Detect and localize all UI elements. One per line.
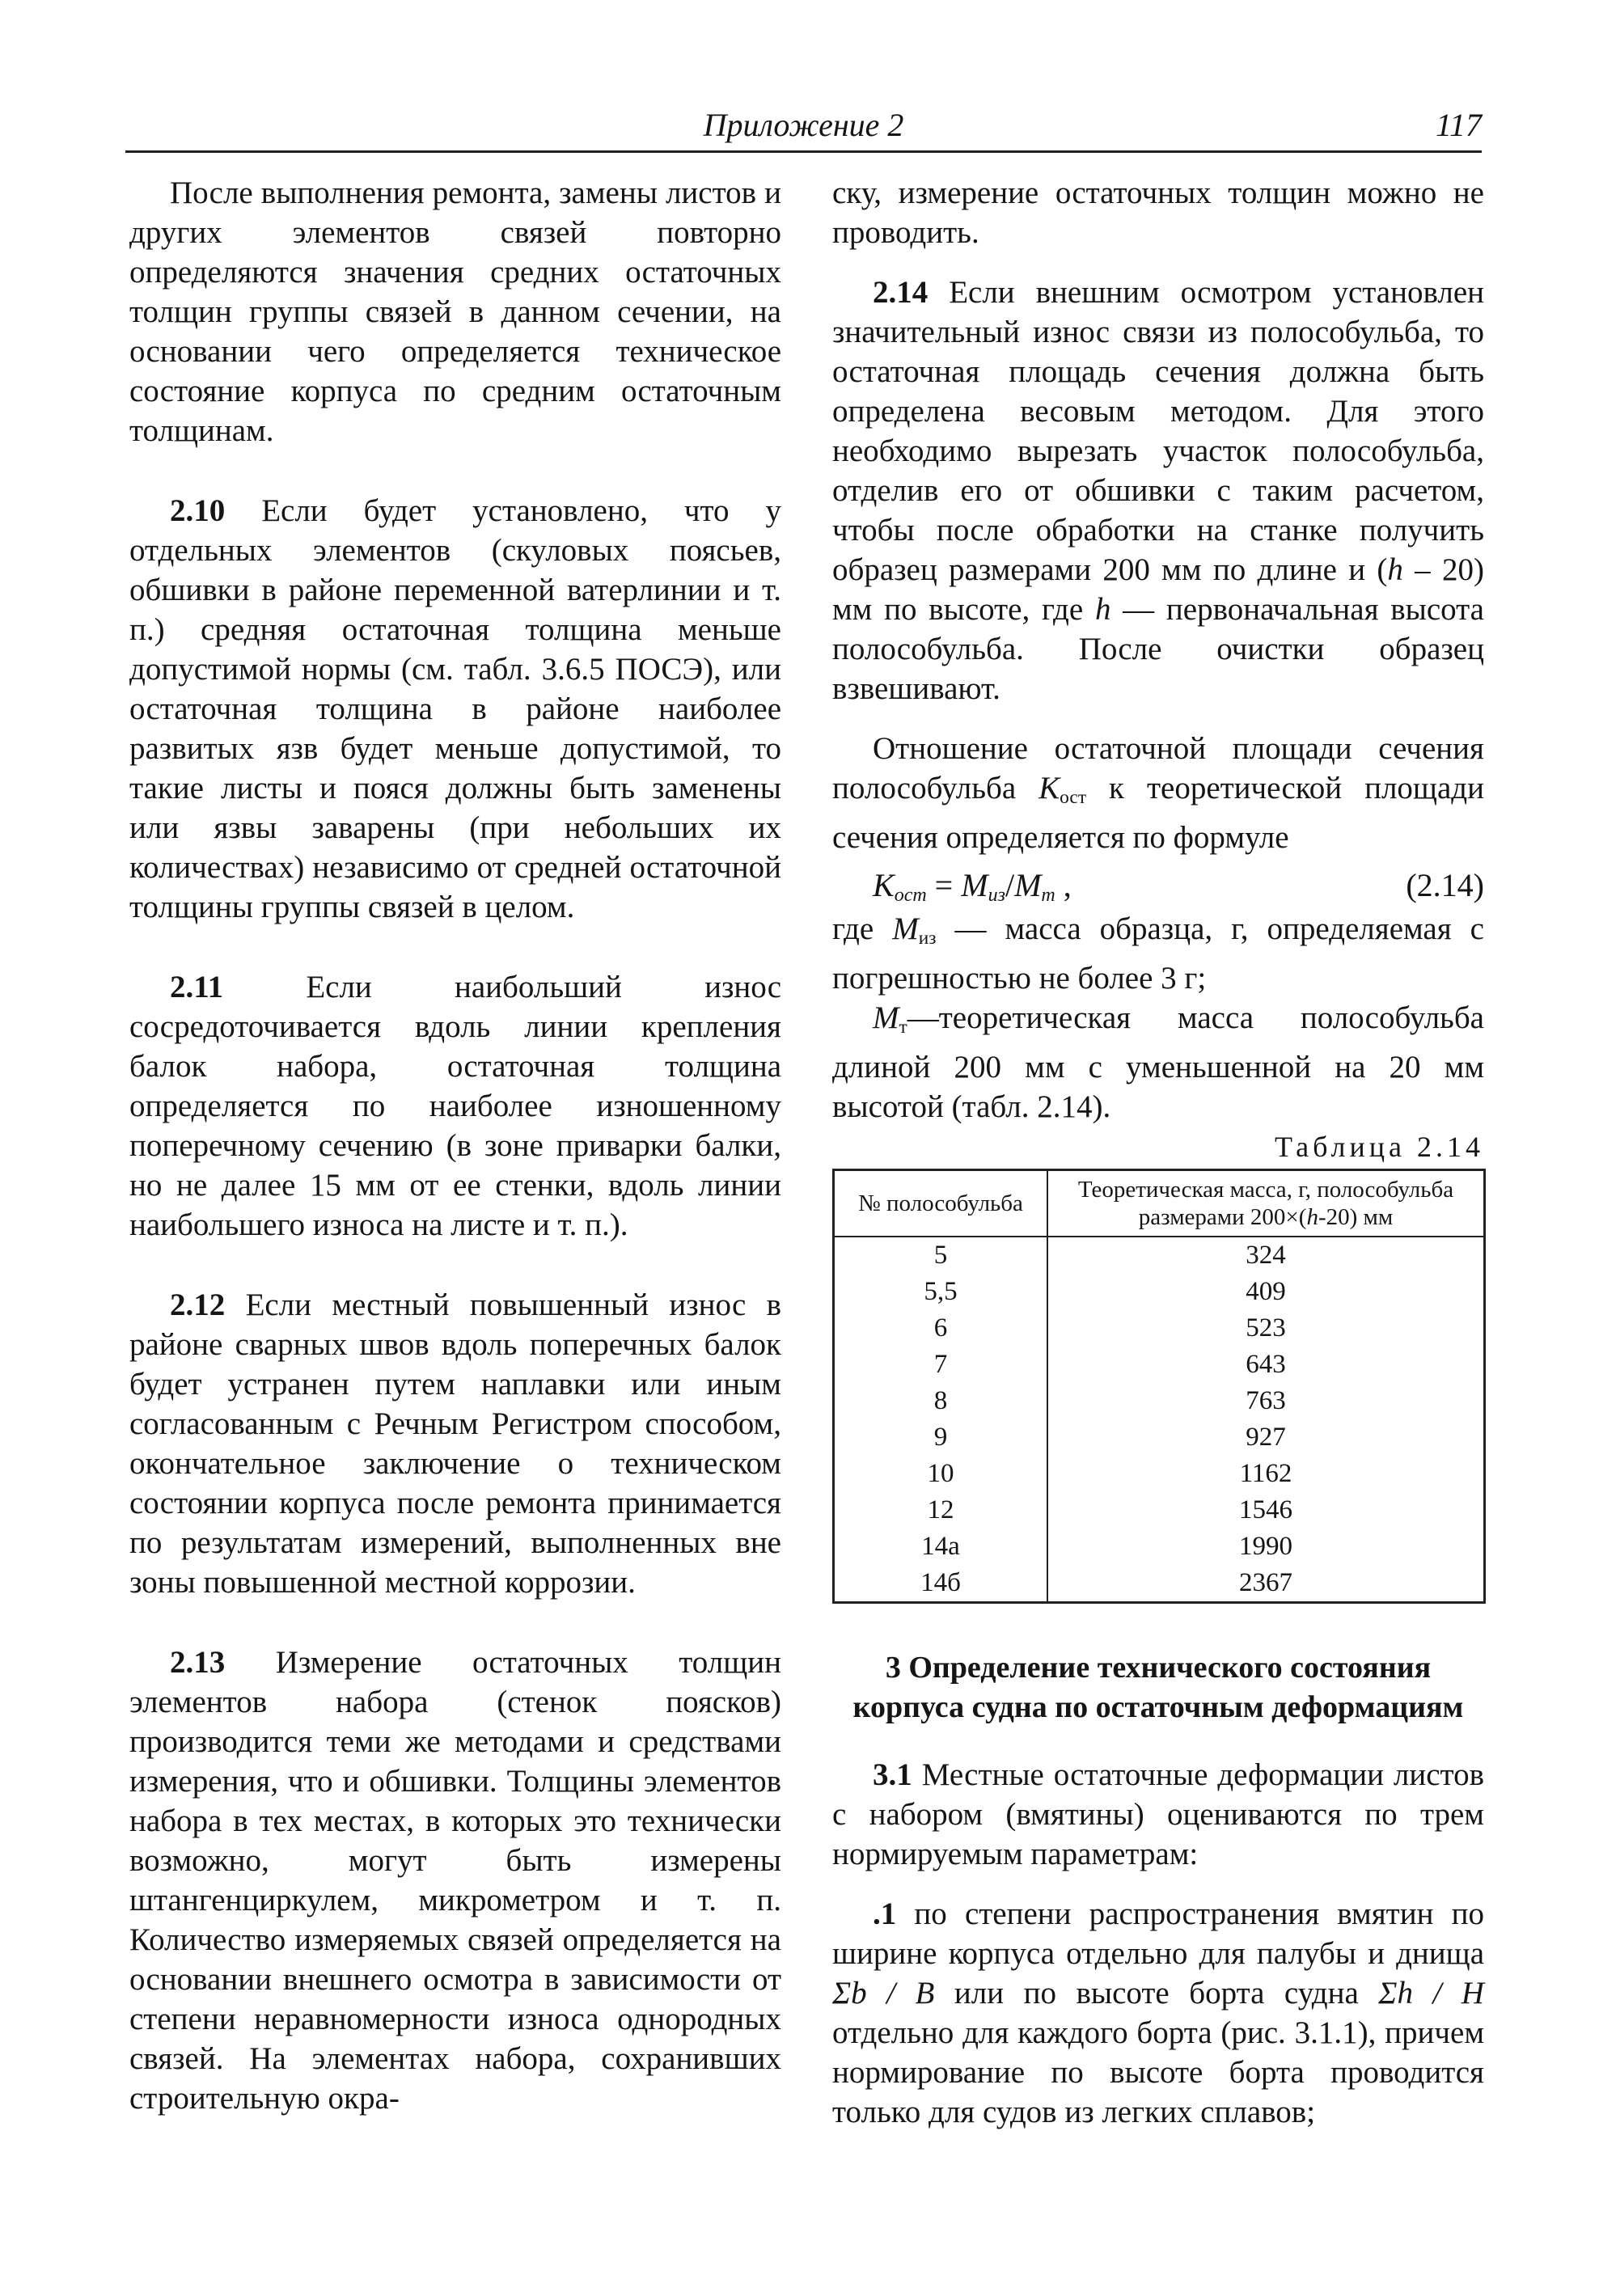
cell-bulb-number: 7 (834, 1347, 1048, 1383)
cell-mass: 324 (1047, 1237, 1485, 1274)
paragraph-2-14: 2.14 Если внешним осмотром установлен значительный износ связи из полособульба, то остаточная площадь сечения должна быть определена весовым методом. Для этого необходимо вырезать участок полособульба, отделив его от обшивки с таким расчетом, чтобы после обработки на станке получить образец размерами 200 мм по длине и (h – 20) мм по высоте, где h — первоначальная высота полособульба. После очистки образец взвешивают. (832, 275, 1484, 706)
table-row (834, 1565, 1485, 1603)
cell-mass: 1162 (1047, 1456, 1485, 1492)
table-row (834, 1529, 1485, 1565)
paragraph-3-1-1: .1 по степени распространения вмятин по ширине корпуса отдельно для палубы и днища Σb / B или по высоте борта судна Σh / H отдельно для каждого борта (рис. 3.1.1), причем нормирование по высоте борта проводится только для судов из легких сплавов; (832, 1896, 1484, 2129)
cell-bulb-number: 6 (834, 1310, 1048, 1347)
clause-number: 2.14 (873, 275, 929, 310)
clause-number: 2.12 (170, 1288, 226, 1322)
table-header-row (834, 1169, 1485, 1237)
cell-bulb-number: 12 (834, 1492, 1048, 1529)
paragraph-2-13: 2.13 Измерение остаточных толщин элементов набора (стенок поясков) производится теми же методами и средствами измерения, что и обшивки. Толщины элементов набора в тех местах, в которых это технически возможно, могут быть измерены штангенциркулем, микрометром и т. п. Количество измеряемых связей определяется на основании внешнего осмотра в зависимости от степени неравномерности износа однородных связей. На элементах набора, сохранивших строительную окра- (129, 1645, 781, 2116)
header-cell-mass: Теоретическая масса, г, полособульба размерами 200×(h-20) мм (1047, 1169, 1485, 1237)
clause-number: 2.13 (170, 1645, 226, 1680)
formula-2-14 (832, 862, 1484, 909)
clause-number: 3.1 (873, 1757, 912, 1792)
paragraph-repair: После выполнения ремонта, замены листов и других элементов связей повторно определяются значения средних остаточных толщин группы связей в данном сечении, на основании чего определяется техническое состояние корпуса по средним остаточным толщинам. (129, 175, 781, 448)
cell-mass: 927 (1047, 1419, 1485, 1456)
table-body (834, 1237, 1485, 1603)
paragraph-where-mt: $M_т—теоретическая$ масса полособульба длиной 200 мм с уменьшенной на 20 мм высотой (табл. 2.14). (832, 1000, 1484, 1124)
left-column (129, 173, 781, 2118)
table-row (834, 1492, 1485, 1529)
paragraph-2-10: 2.10 Если будет установлено, что у отдельных элементов (скуловых поясьев, обшивки в районе переменной ватерлинии и т. п.) средняя остаточная толщина меньше допустимой нормы (см. табл. 3.6.5 ПОСЭ), или остаточная толщина в районе наиболее развитых язв будет меньше допустимой, то такие листы и пояся должны быть заменены или язвы заварены (при небольших их количествах) независимо от средней остаточной толщины группы связей в целом. (129, 493, 782, 924)
page-header (125, 104, 1482, 153)
formula-expression: $K_{ост} = M_{из}/M_т$ , (873, 866, 1072, 906)
cell-mass: 523 (1047, 1310, 1485, 1347)
paragraph-where-miz: где $M_{из}$ — масса образца, г, определяемая с погрешностью не более 3 г; (832, 911, 1484, 996)
right-column (832, 173, 1484, 2132)
cell-mass: 1546 (1047, 1492, 1485, 1529)
table-row (834, 1419, 1485, 1456)
table-row (834, 1274, 1485, 1310)
section-title: 3 Определение технического состояния корпуса судна по остаточным деформациям (852, 1650, 1464, 1724)
clause-number: .1 (873, 1896, 897, 1931)
data-table (832, 1169, 1486, 1604)
paragraph-2-12: 2.12 Если местный повышенный износ в районе сварных швов вдоль поперечных балок будет устранен путем наплавки или иным согласованным с Речным Регистром способом, окончательное заключение о техническом состоянии корпуса после ремонта принимается по результатам измерений, выполненных вне зоны повышенной местной коррозии. (129, 1288, 782, 1600)
cell-mass: 763 (1047, 1383, 1485, 1419)
header-cell-number: № полособульба (834, 1169, 1048, 1237)
cell-mass: 1990 (1047, 1529, 1485, 1565)
cell-mass: 2367 (1047, 1565, 1485, 1603)
paragraph-formula-intro: Отношение остаточной площади сечения полособульба $K_{ост}$ к теоретической площади сечения определяется по формуле (832, 731, 1484, 855)
paragraph-2-11: 2.11 Если наибольший износ сосредоточивается вдоль линии крепления балок набора, остаточная толщина определяется по наиболее изношенному поперечному сечению (в зоне приварки балки, но не далее 15 мм от ее стенки, вдоль линии наибольшего износа на листе и т. п.). (129, 970, 782, 1242)
clause-number: 2.11 (170, 970, 224, 1004)
running-title: Приложение 2 (703, 107, 904, 143)
table-row (834, 1237, 1485, 1274)
cell-bulb-number: 10 (834, 1456, 1048, 1492)
page-number: 117 (1435, 107, 1482, 143)
table-row (834, 1383, 1485, 1419)
table-caption: Таблица 2.14 (1275, 1130, 1484, 1163)
table-row (834, 1310, 1485, 1347)
cell-bulb-number: 14а (834, 1529, 1048, 1565)
cell-mass: 643 (1047, 1347, 1485, 1383)
cell-bulb-number: 9 (834, 1419, 1048, 1456)
table-row (834, 1456, 1485, 1492)
cell-bulb-number: 14б (834, 1565, 1048, 1603)
clause-number: 2.10 (170, 493, 226, 528)
cell-mass: 409 (1047, 1274, 1485, 1310)
cell-bulb-number: 5,5 (834, 1274, 1048, 1310)
paragraph-3-1: 3.1 Местные остаточные деформации листов с набором (вмятины) оцениваются по трем нормируемым параметрам: (832, 1757, 1484, 1871)
cell-bulb-number: 8 (834, 1383, 1048, 1419)
formula-number: (2.14) (1406, 866, 1484, 903)
table-row (834, 1347, 1485, 1383)
cell-bulb-number: 5 (834, 1237, 1048, 1274)
paragraph-continuation: ску, измерение остаточных толщин можно не проводить. (832, 175, 1484, 250)
